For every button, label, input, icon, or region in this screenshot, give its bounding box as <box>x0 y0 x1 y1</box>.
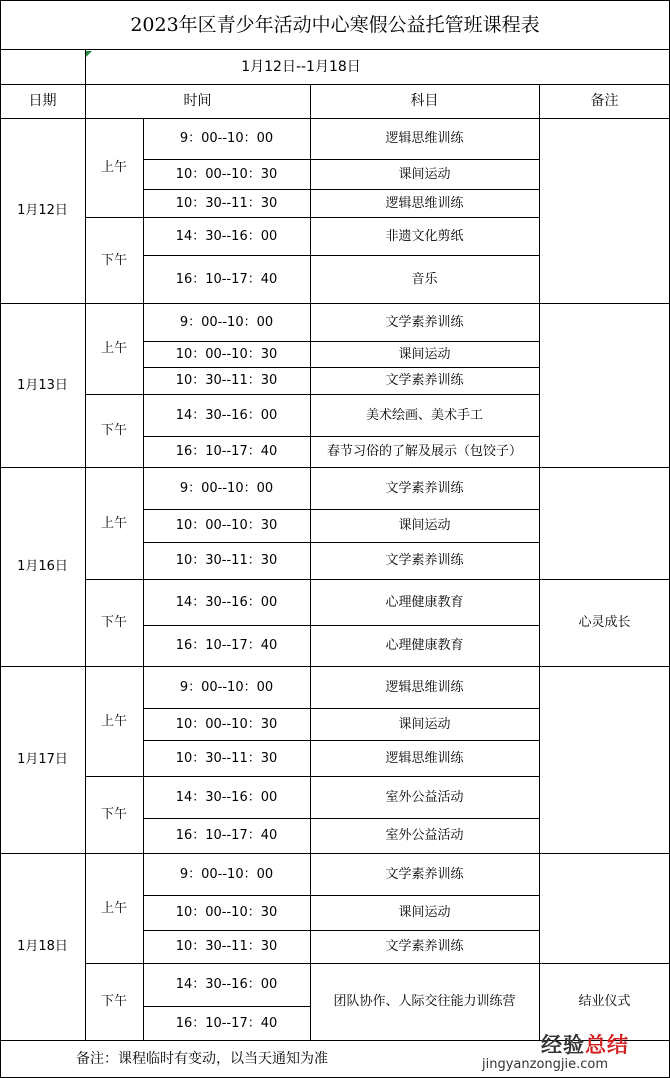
slot-time: 10：00--10：30 <box>175 518 278 533</box>
grid-line <box>0 666 670 667</box>
header-time: 时间 <box>183 92 212 109</box>
grid-line <box>143 367 539 368</box>
grid-line <box>85 776 539 777</box>
day-date: 1月12日 <box>17 203 68 218</box>
slot-subject: 课间运动 <box>398 905 451 920</box>
grid-line <box>143 708 539 709</box>
schedule-title: 2023年区青少年活动中心寒假公益托管班课程表 <box>130 13 540 36</box>
slot-time: 9：00--10：00 <box>179 679 274 695</box>
slot-subject: 逻辑思维训练 <box>385 679 464 695</box>
slot-time: 10：00--10：30 <box>175 716 278 732</box>
grid-line <box>0 49 670 50</box>
grid-line <box>539 963 670 964</box>
footer-note: 备注：课程临时有变动，以当天通知为准 <box>76 1050 328 1067</box>
slot-time: 16：10--17：40 <box>175 1015 278 1031</box>
grid-line <box>0 118 670 119</box>
slot-time: 10：30--11：30 <box>175 195 278 211</box>
grid-line <box>143 118 144 1040</box>
slot-time: 14：30--16：00 <box>175 407 278 423</box>
slot-time: 14：30--16：00 <box>175 228 278 244</box>
slot-time: 9：00--10：00 <box>179 314 274 330</box>
grid-line <box>85 963 539 964</box>
watermark-logo <box>541 1029 629 1059</box>
slot-subject: 室外公益活动 <box>385 828 464 843</box>
period-pm: 下午 <box>100 615 127 630</box>
grid-line <box>0 0 1 1078</box>
slot-time: 16：10--17：40 <box>175 638 278 653</box>
slot-time: 14：30--16：00 <box>175 977 278 992</box>
grid-line <box>143 625 539 626</box>
grid-line <box>143 895 539 896</box>
grid-line <box>85 217 539 218</box>
day-date: 1月18日 <box>17 939 68 954</box>
slot-subject: 课间运动 <box>398 166 451 182</box>
grid-line <box>0 467 670 468</box>
grid-line <box>0 0 670 1</box>
slot-time: 10：00--10：30 <box>175 905 278 920</box>
period-am: 上午 <box>100 515 127 531</box>
grid-line <box>310 84 311 1040</box>
grid-line <box>143 159 539 160</box>
slot-subject: 文学素养训练 <box>385 314 464 330</box>
grid-line <box>0 303 670 304</box>
grid-line <box>143 189 539 190</box>
grid-line <box>539 579 670 580</box>
grid-line <box>143 818 539 819</box>
slot-subject: 逻辑思维训练 <box>385 195 464 211</box>
period-am: 上午 <box>100 160 127 175</box>
slot-subject: 室外公益活动 <box>385 789 464 805</box>
grid-line <box>143 255 539 256</box>
slot-subject: 课间运动 <box>398 346 451 362</box>
slot-subject: 美术绘画、美术手工 <box>365 407 483 423</box>
period-pm: 下午 <box>100 423 127 438</box>
slot-time: 10：00--10：30 <box>175 166 278 182</box>
period-pm: 下午 <box>100 252 127 268</box>
slot-subject: 春节习俗的了解及展示（包饺子） <box>326 444 522 459</box>
slot-subject: 逻辑思维训练 <box>385 131 464 146</box>
grid-line <box>143 509 539 510</box>
day-date: 1月16日 <box>17 559 68 574</box>
slot-time: 10：30--11：30 <box>175 939 278 954</box>
grid-line <box>143 542 539 543</box>
slot-subject: 心理健康教育 <box>385 638 464 653</box>
slot-subject: 课间运动 <box>398 716 451 732</box>
watermark-text-2: 总结 <box>585 1033 629 1057</box>
header-remark: 备注 <box>590 92 619 109</box>
slot-subject: 文学素养训练 <box>385 373 464 388</box>
slot-subject: 文学素养训练 <box>385 553 464 568</box>
slot-subject: 心理健康教育 <box>385 594 464 610</box>
period-am: 上午 <box>100 341 127 356</box>
slot-subject: 文学素养训练 <box>385 866 464 882</box>
period-am: 上午 <box>100 900 127 916</box>
header-subject: 科目 <box>410 92 439 109</box>
slot-subject-merged: 团队协作、人际交往能力训练营 <box>333 994 516 1009</box>
period-pm: 下午 <box>100 807 127 822</box>
period-pm: 下午 <box>100 994 127 1009</box>
grid-line <box>539 84 540 1040</box>
grid-line <box>143 1006 310 1007</box>
slot-subject: 非遗文化剪纸 <box>385 228 464 244</box>
grid-line <box>143 341 539 342</box>
slot-time: 10：30--11：30 <box>175 373 278 388</box>
grid-line <box>0 853 670 854</box>
slot-subject: 音乐 <box>411 271 438 287</box>
watermark-url: jingyanzongjie.com <box>482 1057 609 1072</box>
slot-time: 9：00--10：00 <box>179 131 274 146</box>
slot-time: 16：10--17：40 <box>175 444 278 459</box>
slot-time: 10：00--10：30 <box>175 346 278 362</box>
header-date: 日期 <box>28 92 57 109</box>
slot-remark: 心灵成长 <box>578 615 631 630</box>
slot-time: 10：30--11：30 <box>175 553 278 568</box>
day-date: 1月17日 <box>17 752 68 767</box>
slot-remark: 结业仪式 <box>578 994 631 1009</box>
slot-time: 14：30--16：00 <box>175 789 278 805</box>
grid-line <box>143 740 539 741</box>
slot-subject: 逻辑思维训练 <box>385 750 464 766</box>
slot-subject: 文学素养训练 <box>385 939 464 954</box>
watermark-text-1: 经验 <box>541 1033 585 1057</box>
date-range: 1月12日--1月18日 <box>241 58 361 75</box>
slot-time: 10：30--11：30 <box>175 750 278 766</box>
slot-subject: 课间运动 <box>398 518 451 533</box>
slot-time: 16：10--17：40 <box>175 271 278 287</box>
grid-line <box>85 579 539 580</box>
grid-line <box>85 50 86 1040</box>
day-date: 1月13日 <box>17 377 68 393</box>
grid-line <box>85 394 539 395</box>
period-am: 上午 <box>100 713 127 729</box>
grid-line <box>0 84 670 85</box>
slot-time: 9：00--10：00 <box>179 866 274 882</box>
slot-time: 14：30--16：00 <box>175 594 278 610</box>
grid-line <box>143 436 539 437</box>
slot-time: 9：00--10：00 <box>179 480 274 496</box>
slot-time: 16：10--17：40 <box>175 828 278 843</box>
grid-line <box>143 930 539 931</box>
slot-subject: 文学素养训练 <box>385 480 464 496</box>
